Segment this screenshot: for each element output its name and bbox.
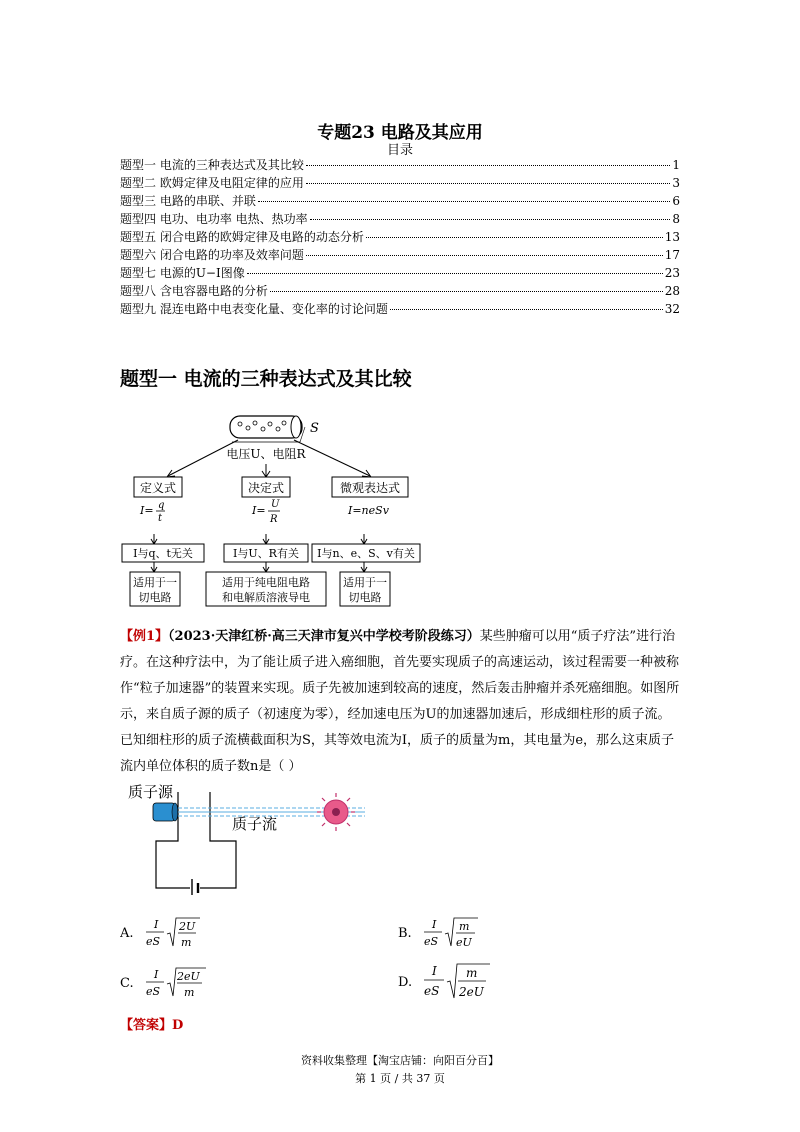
toc-entry-page: 3 <box>672 176 680 190</box>
box-microscopic: 微观表达式 <box>339 481 401 495</box>
accelerator-plates <box>178 792 210 837</box>
svg-text:2U: 2U <box>179 920 196 933</box>
option-a[interactable] <box>120 912 230 956</box>
example-text: 某些肿瘤可以用“质子疗法”进行治疗。在这种疗法中，为了能让质子进入癌细胞，首先要实现质子的高速运动，该过程需要一种被称作“粒子加速器”的装置来实现。质子先被加速到较高的速度，然后轰击肿瘤并杀死癌细胞。如图所示，来自质子源的质子（初速度为零），经加速电压为U的加速器加速后，形成细柱形的质子流。已知细柱形的质子流横截面积为S，其等效电流为I，质子的质量为m，其电量为e，那么这束质子流内单位体积的质子数n是（ ） <box>120 629 680 774</box>
toc-entry-text: 题型四 电功、电功率 电热、热功率 <box>120 212 308 226</box>
answer-line <box>120 1014 183 1033</box>
scope-determination-line2: 和电解质溶液导电 <box>222 591 310 604</box>
formula-microscopic: I=neSv <box>348 504 389 517</box>
svg-text:eS: eS <box>424 984 440 998</box>
toc-entry[interactable] <box>120 192 680 210</box>
formula-definition-den: t <box>158 513 163 524</box>
scope-determination-line1: 适用于纯电阻电路 <box>222 576 310 589</box>
svg-text:2eU: 2eU <box>459 985 484 999</box>
svg-text:m: m <box>184 986 195 999</box>
formula-definition-num: q <box>158 500 165 511</box>
toc-entry[interactable] <box>120 174 680 192</box>
footer-page-number: 第 1 页 / 共 37 页 <box>355 1072 445 1085</box>
option-c[interactable] <box>120 962 240 1006</box>
svg-text:m: m <box>459 920 470 933</box>
scope-definition-line1: 适用于一 <box>133 576 177 589</box>
svg-text:eS: eS <box>146 985 161 998</box>
option-d-formula <box>398 958 518 1004</box>
formula-definition-lhs: I= <box>140 504 154 517</box>
svg-text:D.: D. <box>398 975 413 990</box>
toc-entry-page: 17 <box>664 248 680 262</box>
svg-text:eS: eS <box>146 935 161 948</box>
toc-entry-text: 题型九 混连电路中电表变化量、变化率的讨论问题 <box>120 302 388 316</box>
box-determination: 决定式 <box>247 481 285 495</box>
toc-entry[interactable] <box>120 228 680 246</box>
proton-source-icon <box>153 803 178 821</box>
svg-text:eS: eS <box>424 935 439 948</box>
formula-determination-num: U <box>271 499 280 510</box>
box-definition: 定义式 <box>139 481 177 495</box>
toc-entry-text: 题型八 含电容器电路的分析 <box>120 284 268 298</box>
toc-entry[interactable] <box>120 246 680 264</box>
example-tag: 【例1】 <box>120 629 169 644</box>
top-label: 电压U、电阻R <box>226 447 306 461</box>
toc-entry-text: 题型五 闭合电路的欧姆定律及电路的动态分析 <box>120 230 364 244</box>
toc-entry-text: 题型一 电流的三种表达式及其比较 <box>120 158 304 172</box>
svg-text:2eU: 2eU <box>177 970 200 983</box>
relation-definition: I与q、t无关 <box>133 547 193 560</box>
example-source: （2023·天津红桥·高三天津市复兴中学校考阶段练习） <box>168 629 480 644</box>
toc-entry-page: 32 <box>664 302 680 316</box>
toc-entry-page: 6 <box>672 194 680 208</box>
toc-entry-page: 13 <box>664 230 680 244</box>
scope-definition-line2: 切电路 <box>138 591 172 604</box>
toc-entry[interactable] <box>120 300 680 318</box>
option-c-formula <box>120 962 240 1002</box>
formula-determination-den: R <box>270 514 278 525</box>
circuit-wires <box>156 837 236 888</box>
svg-text:m: m <box>466 966 478 980</box>
answer-label: 【答案】 <box>120 1018 173 1033</box>
conductor-icon <box>230 416 305 442</box>
formula-determination-lhs: I= <box>252 504 266 517</box>
svg-text:m: m <box>181 936 192 949</box>
svg-text:C.: C. <box>120 976 134 991</box>
toc-entry-page: 8 <box>672 212 680 226</box>
option-b[interactable] <box>398 912 508 956</box>
toc-entry-text: 题型二 欧姆定律及电阻定律的应用 <box>120 176 304 190</box>
svg-text:B.: B. <box>398 926 412 941</box>
relation-determination: I与U、R有关 <box>233 547 299 560</box>
proton-accelerator-figure <box>120 775 380 895</box>
svg-text:eU: eU <box>456 936 472 949</box>
option-a-formula <box>120 912 230 952</box>
proton-stream-label: 质子流 <box>232 815 278 833</box>
proton-source-label: 质子源 <box>128 783 174 801</box>
footer-source: 资料收集整理【淘宝店铺：向阳百分百】 <box>301 1054 499 1067</box>
document-title: 专题23 电路及其应用 <box>317 123 483 143</box>
relation-microscopic: I与n、e、S、v有关 <box>317 547 415 560</box>
answer-value: D <box>172 1018 184 1033</box>
example-paragraph <box>120 624 680 780</box>
toc-entry-page: 23 <box>664 266 680 280</box>
section-heading: 题型一 电流的三种表达式及其比较 <box>120 368 412 390</box>
battery-icon <box>192 879 198 895</box>
toc-entry-text: 题型七 电源的U−I图像 <box>120 266 245 280</box>
svg-text:A.: A. <box>120 926 134 941</box>
current-expressions-diagram <box>120 410 430 610</box>
toc-entry-text: 题型六 闭合电路的功率及效率问题 <box>120 248 304 262</box>
option-d[interactable] <box>398 958 518 1008</box>
svg-text:I: I <box>154 968 159 981</box>
toc-label: 目录 <box>386 143 413 158</box>
svg-text:I: I <box>154 918 159 931</box>
svg-text:I: I <box>432 918 437 931</box>
option-b-formula <box>398 912 508 952</box>
toc-entry-text: 题型三 电路的串联、并联 <box>120 194 256 208</box>
toc-entry[interactable] <box>120 210 680 228</box>
svg-text:I: I <box>432 964 437 978</box>
toc-entry-page: 28 <box>664 284 680 298</box>
toc-entry[interactable] <box>120 156 680 174</box>
table-of-contents <box>120 156 680 318</box>
toc-entry[interactable] <box>120 282 680 300</box>
scope-microscopic-line1: 适用于一 <box>343 576 387 589</box>
toc-entry-page: 1 <box>672 158 680 172</box>
s-label: S <box>310 421 319 436</box>
toc-entry[interactable] <box>120 264 680 282</box>
scope-microscopic-line2: 切电路 <box>348 591 382 604</box>
